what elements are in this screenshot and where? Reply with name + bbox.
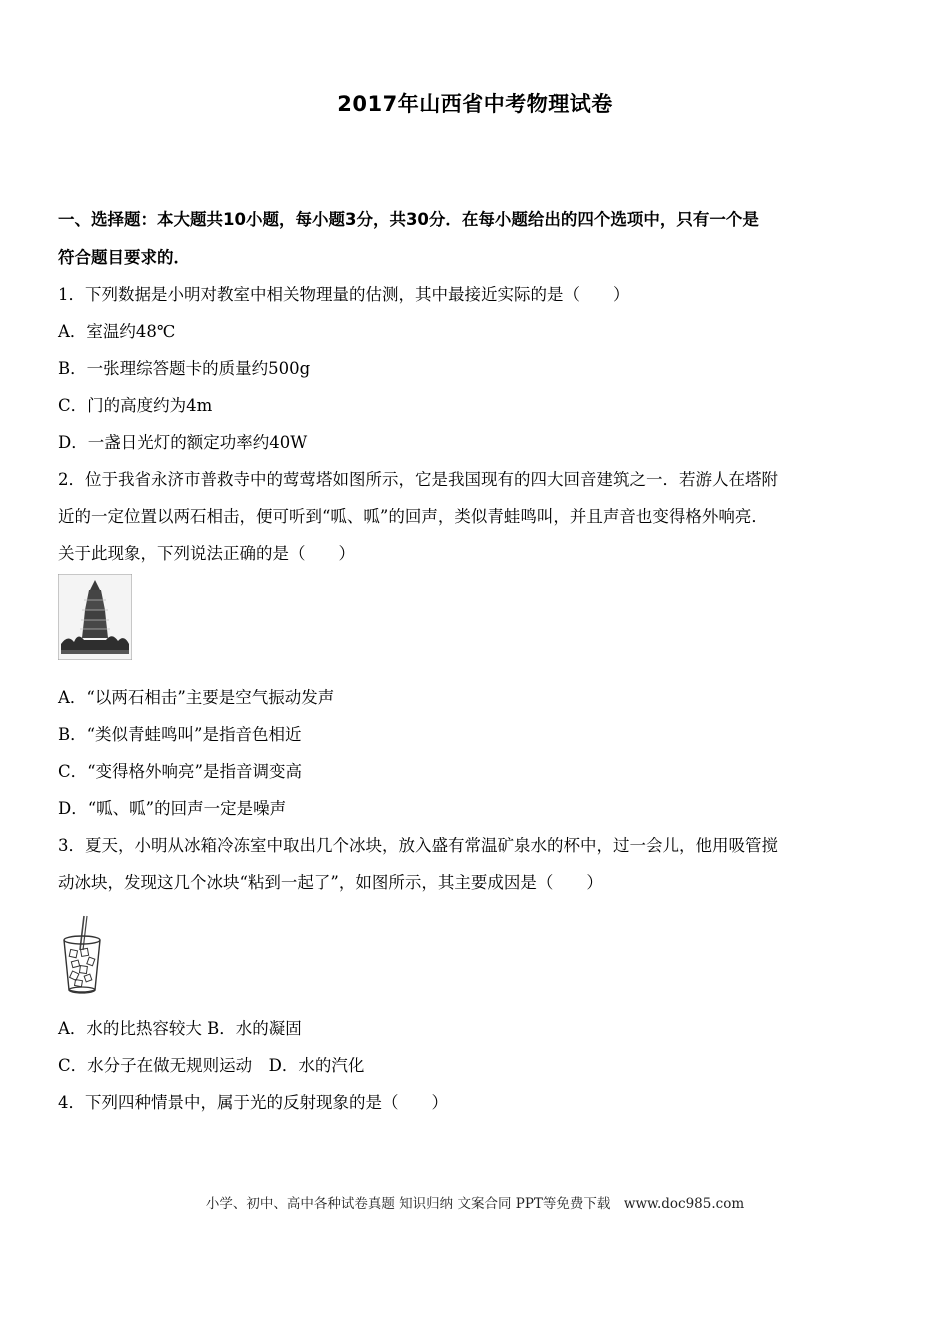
q1-option-c: C．门的高度约为4m	[58, 396, 213, 415]
pagoda-photo-icon	[58, 574, 132, 664]
q1-stem: 1．下列数据是小明对教室中相关物理量的估测，其中最接近实际的是（ ）	[58, 285, 630, 304]
q3-stem-line1: 3．夏天，小明从冰箱冷冻室中取出几个冰块，放入盛有常温矿泉水的杯中，过一会儿，他用吸管搅	[58, 836, 778, 855]
q2-option-a: A．“以两石相击”主要是空气振动发声	[58, 688, 335, 707]
q3-options-line1: A．水的比热容较大 B．水的凝固	[58, 1019, 302, 1038]
q2-option-b: B．“类似青蛙鸣叫”是指音色相近	[58, 725, 302, 744]
q3-stem-line2: 动冰块，发现这几个冰块“粘到一起了”，如图所示，其主要成因是（ ）	[58, 873, 603, 892]
q2-option-c: C．“变得格外响亮”是指音调变高	[58, 762, 302, 781]
ice-cup-drawing-icon	[60, 914, 104, 1000]
q3-options-line2: C．水分子在做无规则运动 D．水的汽化	[58, 1056, 365, 1075]
q4-stem: 4．下列四种情景中，属于光的反射现象的是（ ）	[58, 1093, 448, 1112]
q2-stem-line2: 近的一定位置以两石相击，便可听到“呱、呱”的回声，类似青蛙鸣叫，并且声音也变得格外响亮．	[58, 507, 768, 526]
q1-option-b: B．一张理综答题卡的质量约500g	[58, 359, 311, 378]
q1-option-a: A．室温约48℃	[58, 322, 176, 341]
q2-stem-line3: 关于此现象，下列说法正确的是（ ）	[58, 544, 355, 563]
page-footer: 小学、初中、高中各种试卷真题 知识归纳 文案合同 PPT等免费下载 www.doc985.com	[205, 1196, 745, 1212]
section-heading-line2: 符合题目要求的．	[58, 248, 190, 267]
q1-option-d: D．一盏日光灯的额定功率约40W	[58, 433, 308, 452]
section-heading-line1: 一、选择题：本大题共10小题，每小题3分，共30分．在每小题给出的四个选项中，只有一个是	[58, 210, 759, 229]
q2-stem-line1: 2．位于我省永济市普救寺中的莺莺塔如图所示，它是我国现有的四大回音建筑之一．若游人在塔附	[58, 470, 778, 489]
q2-option-d: D．“呱、呱”的回声一定是噪声	[58, 799, 287, 818]
page-title: 2017年山西省中考物理试卷	[337, 92, 613, 116]
